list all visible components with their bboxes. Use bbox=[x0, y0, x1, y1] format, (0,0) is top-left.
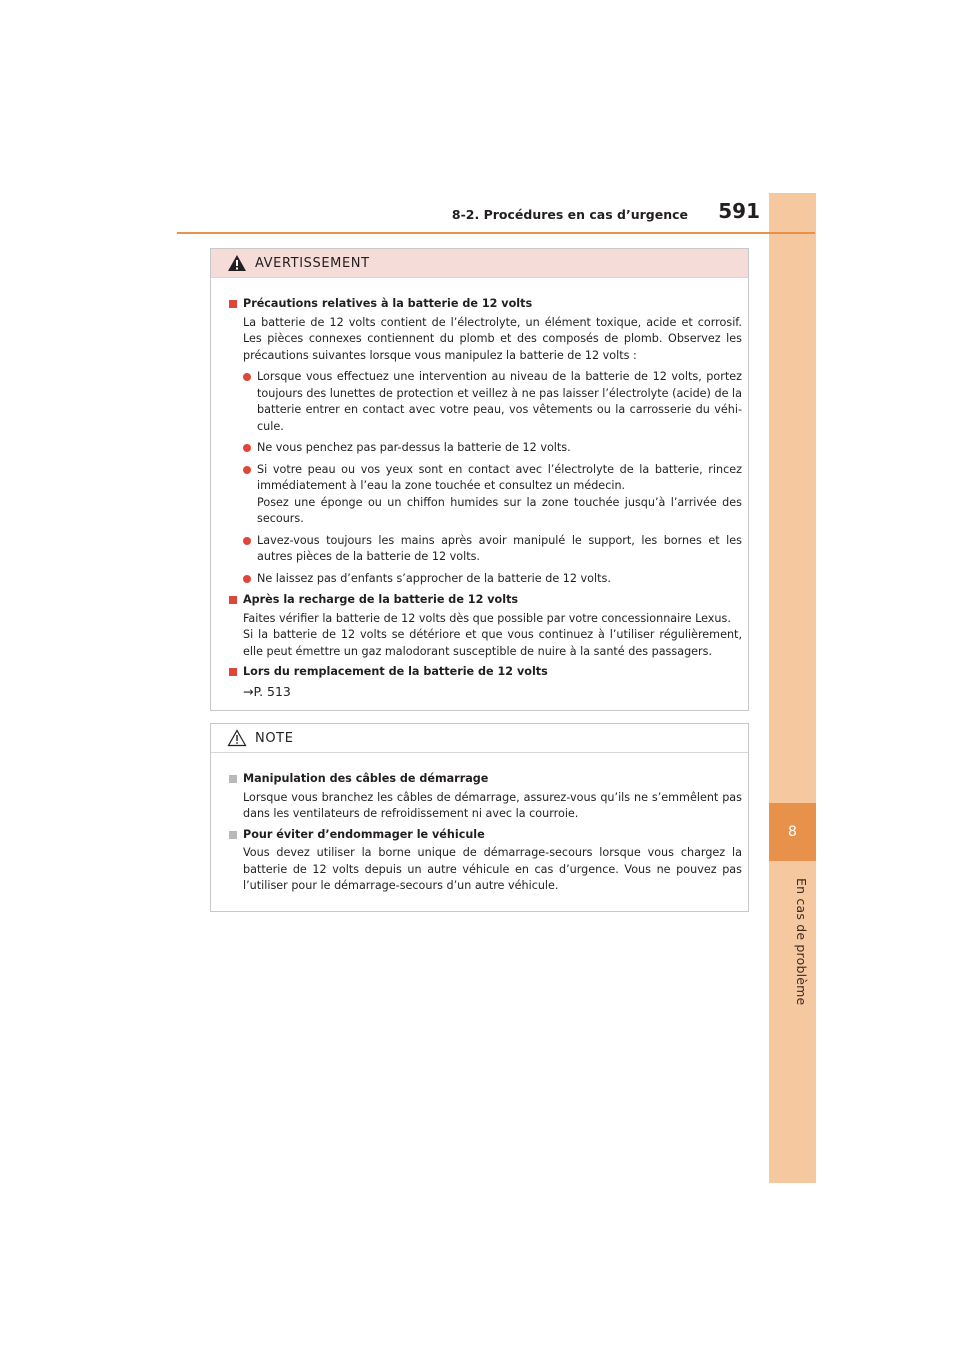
warning-heading-battery-precautions: Précautions relatives à la batterie de 12 volts bbox=[229, 296, 742, 313]
warning-triangle-icon bbox=[227, 254, 247, 272]
note-box bbox=[210, 723, 749, 912]
note-header bbox=[211, 724, 748, 753]
list-item: Lorsque vous effectuez une intervention au niveau de la batterie de 12 volts, portez toujours des lunettes de protection et veillez à ne pas laisser l’électrolyte (acide) de la batterie entrer en contact avec votre peau, vos vêtements ou la carrosserie du véhi-cule. bbox=[229, 369, 742, 435]
red-square-icon bbox=[229, 300, 237, 308]
bullet-dot-icon bbox=[243, 444, 251, 452]
warning-heading-after-recharge: Après la recharge de la batterie de 12 volts bbox=[229, 592, 742, 609]
list-item: Ne vous penchez pas par-dessus la batterie de 12 volts. bbox=[229, 440, 742, 457]
warning-paragraph: Faites vérifier la batterie de 12 volts dès que possible par votre concessionnaire Lexus. Si la batterie de 12 volts se détériore et que vous continuez à l’utiliser régulièrement, elle peut émettre un gaz malodorant susceptible de nuire à la santé des passagers. bbox=[243, 611, 742, 658]
warning-header bbox=[211, 249, 748, 278]
warning-box bbox=[210, 248, 749, 711]
red-square-icon bbox=[229, 668, 237, 676]
gray-square-icon bbox=[229, 775, 237, 783]
note-heading-jumper-cables: Manipulation des câbles de démarrage bbox=[229, 771, 742, 788]
header-rule bbox=[177, 232, 815, 234]
page-reference-link[interactable]: →P. 513 bbox=[243, 683, 291, 699]
warning-paragraph: La batterie de 12 volts contient de l’électrolyte, un élément toxique, acide et corrosif. Les pièces connexes contiennent du plomb et des composés de plomb. Observez les précautions suivantes lorsque vous manipulez la batterie de 12 volts : bbox=[243, 315, 742, 362]
chapter-label: En cas de problème bbox=[794, 878, 809, 1006]
list-item: Lavez-vous toujours les mains après avoir manipulé le support, les bornes et les autres pièces de la batterie de 12 volts. bbox=[229, 533, 742, 566]
note-heading-avoid-damage: Pour éviter d’endommager le véhicule bbox=[229, 827, 742, 844]
gray-square-icon bbox=[229, 831, 237, 839]
caution-triangle-icon bbox=[227, 729, 247, 747]
note-paragraph: Vous devez utiliser la borne unique de démarrage-secours lorsque vous chargez la batterie de 12 volts depuis un autre véhicule en cas d’urgence. Vous ne pouvez pas l’utiliser pour le démarrage-secours d’un autre véhicule. bbox=[243, 846, 742, 892]
list-item: Si votre peau ou vos yeux sont en contact avec l’électrolyte de la batterie, rincez immédiatement à l’eau la zone touchée et consultez un médecin. Posez une éponge ou un chiffon humides sur la zone touchée jusqu’à l’arrivée des secours. bbox=[229, 462, 742, 528]
list-item: Ne laissez pas d’enfants s’approcher de la batterie de 12 volts. bbox=[229, 571, 742, 588]
bullet-dot-icon bbox=[243, 537, 251, 545]
warning-title: AVERTISSEMENT bbox=[255, 255, 370, 271]
page-number: 591 bbox=[718, 199, 760, 223]
red-square-icon bbox=[229, 596, 237, 604]
chapter-side-tab bbox=[769, 193, 816, 1183]
section-title: 8-2. Procédures en cas d’urgence bbox=[451, 207, 688, 222]
warning-heading-replacement: Lors du remplacement de la batterie de 12 volts bbox=[229, 664, 742, 681]
chapter-number: 8 bbox=[769, 803, 816, 861]
bullet-dot-icon bbox=[243, 466, 251, 474]
bullet-dot-icon bbox=[243, 575, 251, 583]
bullet-dot-icon bbox=[243, 373, 251, 381]
note-paragraph: Lorsque vous branchez les câbles de démarrage, assurez-vous qu’ils ne s’emmêlent pas dans les ventilateurs de refroidissement ni avec la courroie. bbox=[243, 790, 742, 820]
note-title: NOTE bbox=[255, 730, 294, 746]
